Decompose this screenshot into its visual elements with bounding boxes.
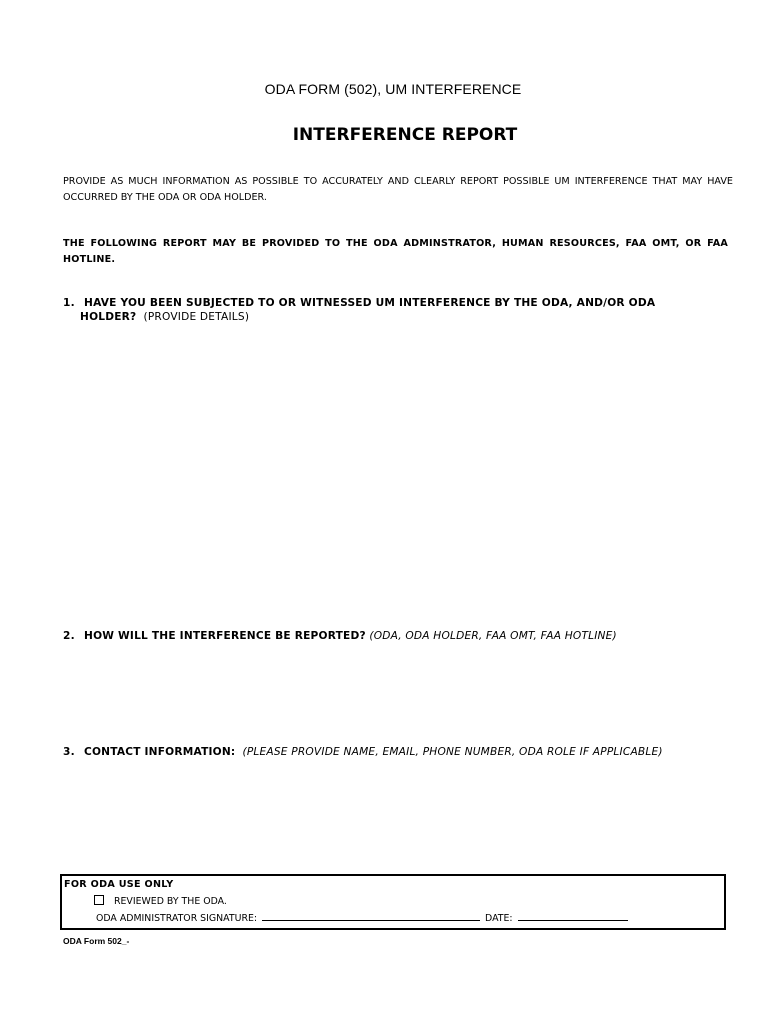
form-title: ODA FORM (502), UM INTERFERENCE [264, 81, 522, 97]
date-label: DATE: [485, 913, 513, 924]
signature-label: ODA ADMINISTRATOR SIGNATURE: [96, 913, 258, 924]
signature-field[interactable] [262, 912, 480, 921]
date-field[interactable] [518, 912, 628, 921]
question-text: HAVE YOU BEEN SUBJECTED TO OR WITNESSED UM INTERFERENCE BY THE ODA, AND/OR ODA [84, 297, 656, 309]
question-hint: (PROVIDE DETAILS) [143, 311, 250, 323]
question-text: CONTACT INFORMATION: [84, 746, 236, 758]
intro-instructions: PROVIDE AS MUCH INFORMATION AS POSSIBLE TO ACCURATELY AND CLEARLY REPORT POSSIBLE UM INTERFERENCE THAT MAY HAVE OCCURRED BY THE ODA OR ODA HOLDER. [63, 176, 733, 203]
reviewed-label: REVIEWED BY THE ODA. [114, 896, 227, 907]
oda-use-heading: FOR ODA USE ONLY [64, 879, 174, 890]
question-hint: (PLEASE PROVIDE NAME, EMAIL, PHONE NUMBER, ODA ROLE IF APPLICABLE) [242, 746, 663, 758]
question-text: HOW WILL THE INTERFERENCE BE REPORTED? [84, 630, 366, 642]
signature-row [96, 912, 628, 924]
question-1 [63, 296, 723, 324]
question-number: 3. [63, 746, 75, 758]
question-hint: (ODA, ODA HOLDER, FAA OMT, FAA HOTLINE) [369, 630, 617, 642]
question-2 [63, 629, 617, 643]
report-recipients-notice: THE FOLLOWING REPORT MAY BE PROVIDED TO THE ODA ADMINSTRATOR, HUMAN RESOURCES, FAA OMT, OR FAA HOTLINE. [63, 238, 728, 265]
report-title: INTERFERENCE REPORT [292, 125, 518, 145]
question-3 [63, 745, 663, 759]
question-number: 1. [63, 297, 75, 309]
question-text-continued: HOLDER? [80, 311, 137, 323]
reviewed-checkbox[interactable] [94, 895, 104, 905]
question-number: 2. [63, 630, 75, 642]
oda-use-only-box [60, 874, 726, 930]
form-footer: ODA Form 502_- [63, 936, 130, 946]
